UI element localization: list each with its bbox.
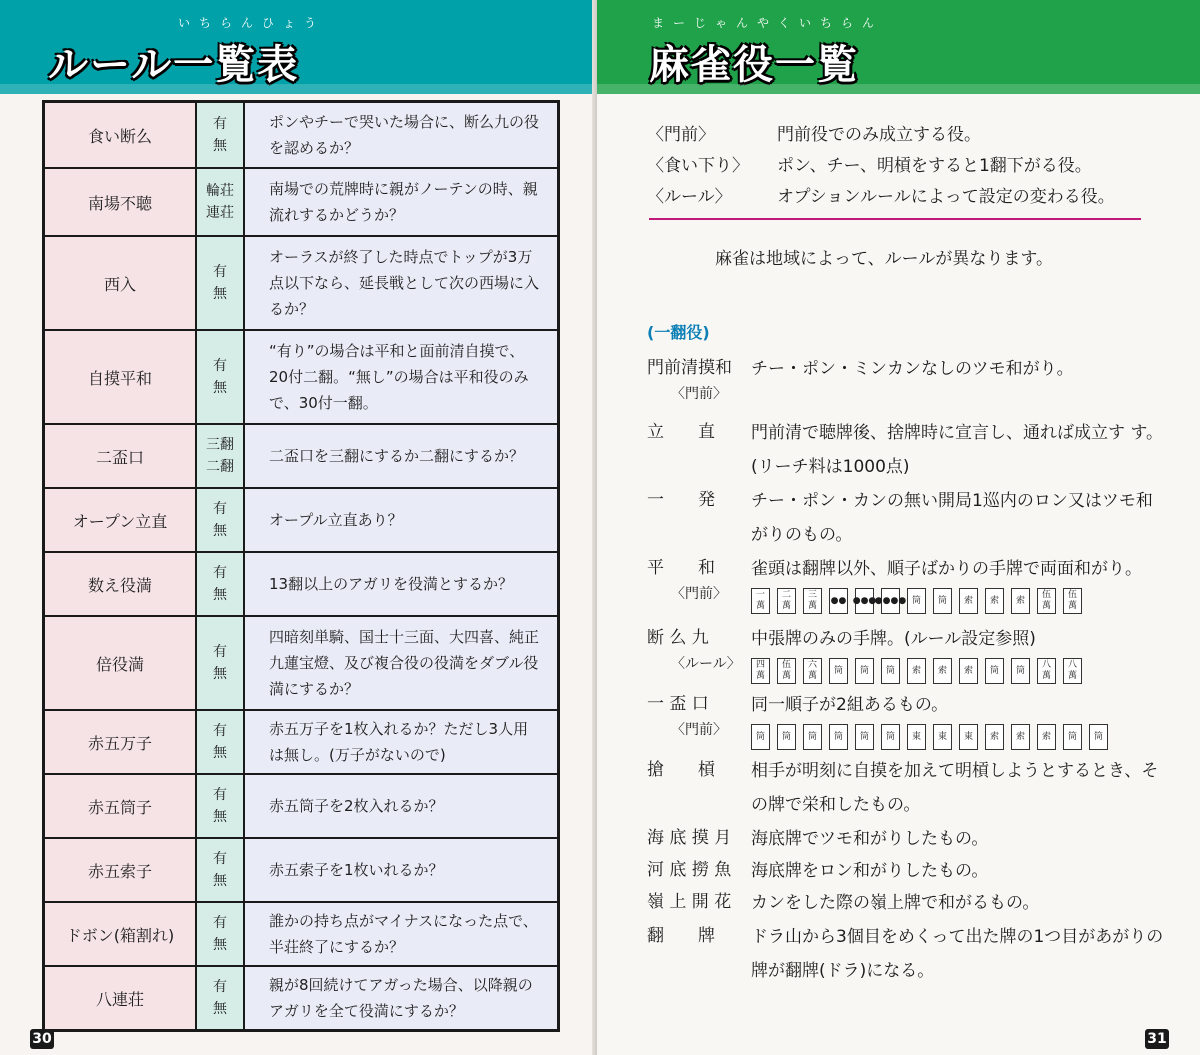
yaku-name: 翻 牌 [647, 926, 715, 946]
mahjong-tile-icon: 二萬 [777, 588, 796, 614]
rule-option-a: 有 [213, 979, 227, 995]
yaku-list [647, 352, 1167, 980]
rule-row [45, 967, 557, 1029]
rule-description: 四暗刻単騎、国士十三面、大四喜、純正九蓮宝燈、及び複合役の役満をダブル役満にするか？ [245, 617, 557, 709]
rule-description: オープル立直あり？ [245, 489, 557, 551]
section-title-one-han: (一翻役) [647, 323, 710, 342]
mahjong-tile-icon: 筒 [829, 724, 848, 750]
rule-name: 赤五万子 [45, 711, 197, 773]
mahjong-tile-icon: 筒 [855, 658, 874, 684]
mahjong-tile-icon: 索 [1037, 724, 1056, 750]
rule-options [197, 903, 245, 965]
yaku-entry [647, 416, 1167, 484]
legend-row [647, 182, 1167, 213]
yaku-name-cell [647, 822, 751, 854]
legend-text: オプションルールによって設定の変わる役。 [777, 187, 1115, 207]
rule-description: 赤五万子を1枚入れるか？ただし3人用は無し。(万子がないので) [245, 711, 557, 773]
rule-option-a: 有 [213, 116, 227, 132]
yaku-description: 中張牌のみの手牌。(ルール設定参照) [751, 629, 1036, 649]
rule-name: 倍役満 [45, 617, 197, 709]
yaku-name-cell [647, 484, 751, 552]
right-title-ruby: まーじゃんやくいちらん [652, 16, 884, 30]
rule-options [197, 839, 245, 901]
rule-option-a: 有 [213, 565, 227, 581]
mahjong-tile-icon: 一萬 [751, 588, 770, 614]
yaku-condition: 〈門前〉 [671, 586, 727, 602]
mahjong-tile-icon: 筒 [1011, 658, 1030, 684]
rule-options [197, 617, 245, 709]
yaku-description-cell [751, 854, 1167, 886]
mahjong-tile-icon: 筒 [933, 588, 952, 614]
rule-description: 13翻以上のアガリを役満とするか？ [245, 553, 557, 615]
rule-option-b: 無 [213, 873, 227, 889]
yaku-name: 平 和 [647, 558, 715, 578]
mahjong-tile-icon: 筒 [907, 588, 926, 614]
rule-options [197, 237, 245, 329]
legend-key: 〈門前〉 [647, 125, 715, 145]
mahjong-tile-icon: 筒 [803, 724, 822, 750]
yaku-name-cell [647, 622, 751, 688]
mahjong-tile-icon: 伍萬 [777, 658, 796, 684]
rule-option-a: 有 [213, 501, 227, 517]
rule-description: 南場での荒牌時に親がノーテンの時、親流れするかどうか？ [245, 169, 557, 235]
region-notice: 麻雀は地域によって、ルールが異なります。 [715, 249, 1053, 269]
rule-option-a: 有 [213, 358, 227, 374]
yaku-name-cell [647, 920, 751, 980]
rule-description: ポンやチーで哭いた場合に、断么九の役を認めるか？ [245, 103, 557, 167]
mahjong-tile-icon: 筒 [777, 724, 796, 750]
yaku-description-cell [751, 886, 1167, 920]
rule-description: 誰かの持ち点がマイナスになった点で、半荘終了にするか？ [245, 903, 557, 965]
yaku-entry [647, 854, 1167, 886]
legend-key: 〈食い下り〉 [647, 156, 749, 176]
mahjong-tile-icon: 伍萬 [1063, 588, 1082, 614]
mahjong-tile-icon: 八萬 [1037, 658, 1056, 684]
yaku-name: 立 直 [647, 422, 715, 442]
rule-options [197, 489, 245, 551]
rule-row [45, 839, 557, 903]
mahjong-tile-icon: 筒 [1089, 724, 1108, 750]
yaku-entry [647, 484, 1167, 552]
rule-option-a: 有 [213, 915, 227, 931]
left-page [0, 0, 597, 1055]
rule-description: オーラスが終了した時点でトップが3万点以下なら、延長戦として次の西場に入るか？ [245, 237, 557, 329]
tile-illustration [751, 724, 1167, 750]
rule-option-b: 無 [213, 666, 227, 682]
yaku-description: 雀頭は翻牌以外、順子ばかりの手牌で両面和がり。 [751, 559, 1142, 579]
yaku-entry [647, 754, 1167, 822]
mahjong-tile-icon: 索 [907, 658, 926, 684]
rule-description: 赤五索子を1枚いれるか？ [245, 839, 557, 901]
yaku-name-cell [647, 854, 751, 886]
rule-options [197, 711, 245, 773]
mahjong-tile-icon: 東 [933, 724, 952, 750]
rule-options [197, 331, 245, 423]
rule-options [197, 169, 245, 235]
rule-option-b: 無 [213, 286, 227, 302]
mahjong-tile-icon: 筒 [1063, 724, 1082, 750]
mahjong-tile-icon: 伍萬 [1037, 588, 1056, 614]
yaku-name: 搶 槓 [647, 760, 715, 780]
mahjong-tile-icon: 筒 [881, 658, 900, 684]
left-banner [0, 0, 597, 94]
mahjong-tile-icon: 索 [959, 588, 978, 614]
rule-name: ドボン(箱割れ) [45, 903, 197, 965]
yaku-description: カンをした際の嶺上牌で和がるもの。 [751, 893, 1040, 913]
rule-option-a: 有 [213, 723, 227, 739]
yaku-name-cell [647, 552, 751, 622]
yaku-condition: 〈門前〉 [671, 722, 727, 738]
rule-row [45, 553, 557, 617]
mahjong-tile-icon: 三萬 [803, 588, 822, 614]
yaku-entry [647, 886, 1167, 920]
rule-description: 赤五筒子を2枚入れるか？ [245, 775, 557, 837]
yaku-entry [647, 688, 1167, 754]
rule-name: 南場不聴 [45, 169, 197, 235]
rule-option-a: 有 [213, 264, 227, 280]
yaku-name: 断 么 九 [647, 628, 709, 648]
mahjong-tile-icon: 索 [959, 658, 978, 684]
left-page-title: ルール一覧表 [48, 42, 300, 88]
yaku-name: 河 底 撈 魚 [647, 860, 732, 880]
yaku-description: 海底牌でツモ和がりしたもの。 [751, 829, 989, 849]
mahjong-tile-icon: 四萬 [751, 658, 770, 684]
rule-option-b: 二翻 [206, 459, 234, 475]
rule-name: 赤五筒子 [45, 775, 197, 837]
rule-description: 二盃口を三翻にするか二翻にするか？ [245, 425, 557, 487]
left-title-ruby: いちらんひょう [178, 16, 326, 30]
rule-name: 食い断么 [45, 103, 197, 167]
rule-row [45, 489, 557, 553]
yaku-name: 嶺 上 開 花 [647, 892, 732, 912]
yaku-description: チー・ポン・ミンカンなしのツモ和がり。 [751, 359, 1074, 379]
yaku-description: 同一順子が2組あるもの。 [751, 695, 949, 715]
yaku-description-cell [751, 352, 1167, 416]
rule-option-b: 無 [213, 809, 227, 825]
rule-name: 赤五索子 [45, 839, 197, 901]
mahjong-tile-icon: 索 [1011, 724, 1030, 750]
rule-row [45, 775, 557, 839]
yaku-condition: 〈ルール〉 [671, 656, 741, 672]
rule-option-a: 有 [213, 787, 227, 803]
mahjong-tile-icon: 筒 [985, 658, 1004, 684]
yaku-name-cell [647, 352, 751, 416]
yaku-description: 門前清で聴牌後、捨牌時に宣言し、通れば成立す す。(リーチ料は1000点) [751, 423, 1164, 477]
rule-options [197, 425, 245, 487]
rule-options [197, 553, 245, 615]
yaku-name-cell [647, 886, 751, 920]
rule-description: 親が8回続けてアガった場合、以降親のアガリを全て役満にするか？ [245, 967, 557, 1029]
mahjong-tile-icon: 筒 [829, 658, 848, 684]
rule-option-b: 無 [213, 523, 227, 539]
rule-description: “有り”の場合は平和と面前清自摸で、20付二翻。“無し”の場合は平和役のみで、30付一翻。 [245, 331, 557, 423]
rule-options [197, 775, 245, 837]
mahjong-tile-icon: 索 [985, 724, 1004, 750]
mahjong-tile-icon: 東 [907, 724, 926, 750]
yaku-name: 一 盃 口 [647, 694, 709, 714]
mahjong-tile-icon: 索 [985, 588, 1004, 614]
yaku-name-cell [647, 688, 751, 754]
yaku-name: 一 発 [647, 490, 715, 510]
rule-name: 自摸平和 [45, 331, 197, 423]
tile-illustration [751, 658, 1167, 684]
rule-name: 西入 [45, 237, 197, 329]
rule-name: 八連荘 [45, 967, 197, 1029]
rule-option-b: 無 [213, 1001, 227, 1017]
rule-option-a: 有 [213, 851, 227, 867]
rule-name: 二盃口 [45, 425, 197, 487]
rule-table [42, 100, 560, 1032]
yaku-entry [647, 920, 1167, 980]
mahjong-tile-icon: 索 [1011, 588, 1030, 614]
yaku-name: 海 底 摸 月 [647, 828, 732, 848]
legend-text: ポン、チー、明槓をすると1翻下がる役。 [777, 156, 1092, 176]
yaku-description-cell [751, 920, 1167, 980]
mahjong-tile-icon: 六萬 [803, 658, 822, 684]
yaku-entry [647, 352, 1167, 416]
yaku-description-cell [751, 754, 1167, 822]
yaku-description-cell [751, 552, 1167, 622]
rule-option-a: 輪荘 [206, 183, 234, 199]
yaku-legend [647, 120, 1167, 213]
yaku-description: 相手が明刻に自摸を加えて明槓しようとするとき、その牌で栄和したもの。 [751, 761, 1159, 815]
rule-row [45, 103, 557, 169]
yaku-condition: 〈門前〉 [671, 386, 727, 402]
rule-row [45, 617, 557, 711]
mahjong-tile-icon: 筒 [881, 724, 900, 750]
mahjong-tile-icon: ●●●● [881, 588, 900, 614]
yaku-name: 門前清摸和 [647, 358, 732, 378]
legend-key: 〈ルール〉 [647, 187, 732, 207]
left-page-number: 30 [30, 1029, 54, 1049]
rule-options [197, 967, 245, 1029]
yaku-description-cell [751, 688, 1167, 754]
yaku-entry [647, 622, 1167, 688]
rule-option-b: 無 [213, 138, 227, 154]
mahjong-tile-icon: 索 [933, 658, 952, 684]
rule-option-b: 連荘 [206, 205, 234, 221]
rule-option-b: 無 [213, 587, 227, 603]
right-page [597, 0, 1200, 1055]
rule-row [45, 425, 557, 489]
yaku-entry [647, 822, 1167, 854]
yaku-description-cell [751, 622, 1167, 688]
mahjong-tile-icon: ●●● [855, 588, 874, 614]
rule-option-a: 三翻 [206, 437, 234, 453]
rule-row [45, 237, 557, 331]
rule-row [45, 903, 557, 967]
rule-option-a: 有 [213, 644, 227, 660]
yaku-entry [647, 552, 1167, 622]
legend-row [647, 120, 1167, 151]
right-page-title: 麻雀役一覧 [649, 42, 859, 88]
rule-row [45, 331, 557, 425]
legend-text: 門前役でのみ成立する役。 [777, 125, 981, 145]
tile-illustration [751, 588, 1167, 614]
rule-options [197, 103, 245, 167]
mahjong-tile-icon: 筒 [751, 724, 770, 750]
yaku-name-cell [647, 754, 751, 822]
rule-name: オープン立直 [45, 489, 197, 551]
yaku-description: ドラ山から3個目をめくって出た牌の1つ目があがりの牌が翻牌(ドラ)になる。 [751, 927, 1164, 981]
right-page-number: 31 [1145, 1029, 1169, 1049]
rule-row [45, 711, 557, 775]
mahjong-tile-icon: 筒 [855, 724, 874, 750]
rule-name: 数え役満 [45, 553, 197, 615]
yaku-description: 海底牌をロン和がりしたもの。 [751, 861, 989, 881]
rule-option-b: 無 [213, 745, 227, 761]
mahjong-tile-icon: 八萬 [1063, 658, 1082, 684]
yaku-name-cell [647, 416, 751, 484]
right-banner [597, 0, 1200, 94]
mahjong-tile-icon: ●● [829, 588, 848, 614]
yaku-description-cell [751, 484, 1167, 552]
rule-option-b: 無 [213, 937, 227, 953]
yaku-description-cell [751, 822, 1167, 854]
rule-option-b: 無 [213, 380, 227, 396]
yaku-description-cell [751, 416, 1167, 484]
rule-row [45, 169, 557, 237]
mahjong-tile-icon: 東 [959, 724, 978, 750]
divider-line [649, 218, 1141, 220]
yaku-description: チー・ポン・カンの無い開局1巡内のロン又はツモ和がりのもの。 [751, 491, 1153, 545]
legend-row [647, 151, 1167, 182]
